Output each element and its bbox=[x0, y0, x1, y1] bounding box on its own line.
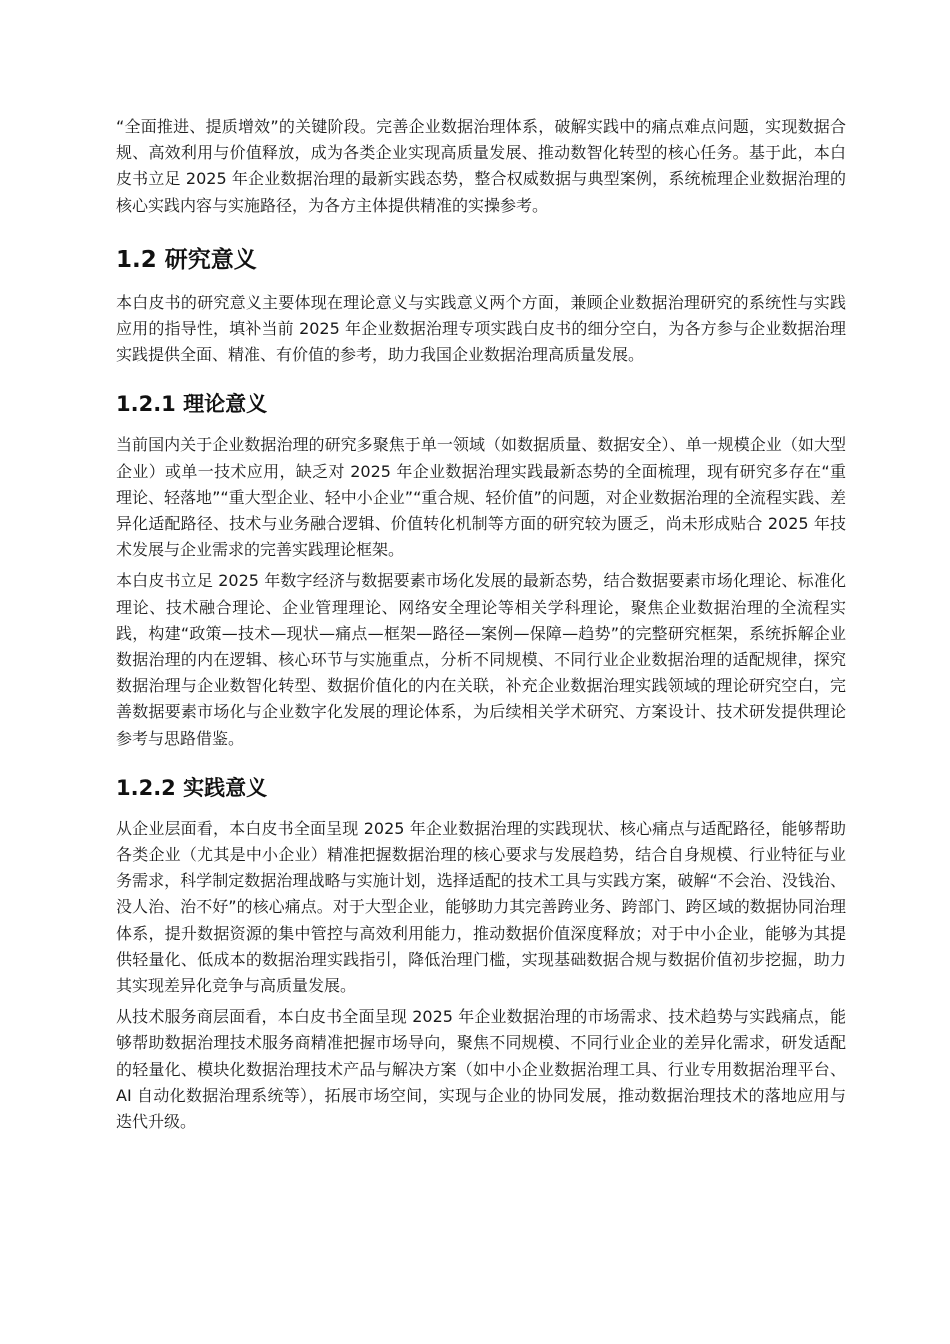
theory-paragraph-2: 本白皮书立足 2025 年数字经济与数据要素市场化发展的最新态势，结合数据要素市场化理论、标准化理论、技术融合理论、企业管理理论、网络安全理论等相关学科理论，聚焦企业数据治理的全流程实践，构建“政策—技术—现状—痛点—框架—路径—案例—保障—趋势”的完整研究框架，系统拆解企业数据治理的内在逻辑、核心环节与实施重点，分析不同规模、不同行业企业数据治理的适配规律，探究数据治理与企业数智化转型、数据价值化的内在关联，补充企业数据治理实践领域的理论研究空白，完善数据要素市场化与企业数字化发展的理论体系，为后续相关学术研究、方案设计、技术研发提供理论参考与思路借鉴。 bbox=[116, 571, 846, 748]
section-heading-1-2: 1.2 研究意义 bbox=[116, 246, 257, 273]
practice-paragraph-2: 从技术服务商层面看，本白皮书全面呈现 2025 年企业数据治理的市场需求、技术趋势与实践痛点，能够帮助数据治理技术服务商精准把握市场导向，聚焦不同规模、不同行业企业的差异化需求，研发适配的轻量化、模块化数据治理技术产品与解决方案（如中小企业数据治理工具、行业专用数据治理平台、AI 自动化数据治理系统等），拓展市场空间，实现与企业的协同发展，推动数据治理技术的落地应用与迭代升级。 bbox=[116, 1007, 846, 1132]
intro-paragraph: “全面推进、提质增效”的关键阶段。完善企业数据治理体系，破解实践中的痛点难点问题，实现数据合规、高效利用与价值释放，成为各类企业实现高质量发展、推动数智化转型的核心任务。基于此，本白皮书立足 2025 年企业数据治理的最新实践态势，整合权威数据与典型案例，系统梳理企业数据治理的核心实践内容与实施路径，为各方主体提供精准的实操参考。 bbox=[116, 117, 846, 215]
document-page bbox=[116, 114, 846, 1140]
section-heading-1-2-1: 1.2.1 理论意义 bbox=[116, 392, 268, 417]
section-1-2-paragraph: 本白皮书的研究意义主要体现在理论意义与实践意义两个方面，兼顾企业数据治理研究的系统性与实践应用的指导性，填补当前 2025 年企业数据治理专项实践白皮书的细分空白，为各方参与企业数据治理实践提供全面、精准、有价值的参考，助力我国企业数据治理高质量发展。 bbox=[116, 292, 846, 365]
practice-paragraph-1: 从企业层面看，本白皮书全面呈现 2025 年企业数据治理的实践现状、核心痛点与适配路径，能够帮助各类企业（尤其是中小企业）精准把握数据治理的核心要求与发展趋势，结合自身规模、行业特征与业务需求，科学制定数据治理战略与实施计划，选择适配的技术工具与实践方案，破解“不会治、没钱治、没人治、治不好”的核心痛点。对于大型企业，能够助力其完善跨业务、跨部门、跨区域的数据协同治理体系，提升数据资源的集中管控与高效利用能力，推动数据价值深度释放；对于中小企业，能够为其提供轻量化、低成本的数据治理实践指引，降低治理门槛，实现基础数据合规与数据价值初步挖掘，助力其实现差异化竞争与高质量发展。 bbox=[116, 818, 846, 996]
theory-paragraph-1: 当前国内关于企业数据治理的研究多聚焦于单一领域（如数据质量、数据安全）、单一规模企业（如大型企业）或单一技术应用，缺乏对 2025 年企业数据治理实践最新态势的全面梳理，现有研究多存在“重理论、轻落地”“重大型企业、轻中小企业”“重合规、轻价值”的问题，对企业数据治理的全流程实践、差异化适配路径、技术与业务融合逻辑、价值转化机制等方面的研究较为匮乏，尚未形成贴合 2025 年技术发展与企业需求的完善实践理论框架。 bbox=[116, 435, 846, 560]
section-heading-1-2-2: 1.2.2 实践意义 bbox=[116, 775, 268, 800]
